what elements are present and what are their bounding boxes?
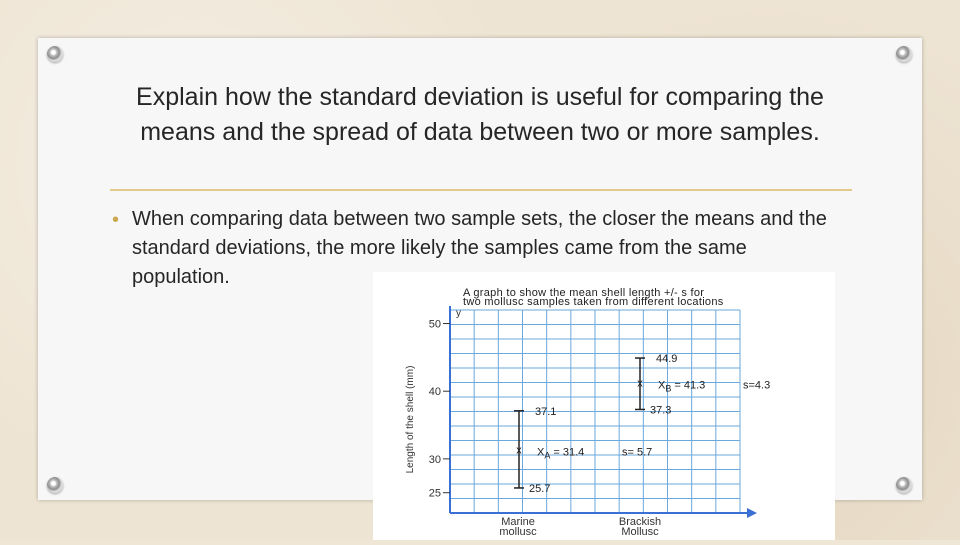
sd-label: s= 5.7	[622, 446, 653, 459]
pin-top-left-icon	[47, 46, 63, 62]
slide-title: Explain how the standard deviation is useful for comparing the means and the spread of data between two or more samples.	[136, 83, 824, 146]
chart-image	[373, 272, 835, 540]
y-axis-label: Length of the shell (mm)	[405, 365, 416, 474]
y-tick-label: 50	[428, 318, 441, 331]
lower-value-label: 37.3	[650, 404, 672, 417]
y-axis-letter: y	[456, 308, 461, 319]
mean-point: x	[516, 444, 522, 457]
y-tick-label: 40	[428, 386, 441, 399]
chart-title-line1: A graph to show the mean shell length +/- s for	[463, 287, 705, 299]
mean-label: $X_A = 31.4$	[537, 446, 585, 461]
x-tick-label-line1: Marine	[501, 516, 535, 528]
x-tick-label-line2: Mollusc	[621, 526, 659, 538]
title-divider	[110, 189, 852, 191]
upper-value-label: 37.1	[535, 405, 557, 418]
y-tick-label: 25	[428, 487, 441, 500]
upper-value-label: 44.9	[656, 353, 678, 366]
mean-label: $X_B = 41.3$	[658, 379, 706, 394]
pin-bottom-right-icon	[896, 477, 912, 493]
lower-value-label: 25.7	[529, 482, 551, 495]
x-tick-label-line2: mollusc	[499, 526, 537, 538]
sd-label: s=4.3	[743, 379, 771, 392]
chart-title-line2: two mollusc samples taken from different locations	[463, 296, 724, 308]
bullet-text: When comparing data between two sample sets, the closer the means and the standard deviations, the more likely the samples came from the same population.	[132, 208, 827, 288]
x-axis-arrow-icon	[747, 508, 757, 518]
pin-top-right-icon	[896, 46, 912, 62]
chart-svg	[373, 272, 835, 540]
x-tick-label-line1: Brackish	[618, 516, 662, 528]
bullet-dot-icon: •	[112, 209, 120, 231]
pin-bottom-left-icon	[47, 477, 63, 493]
mean-point: x	[637, 377, 643, 390]
y-tick-label: 30	[428, 453, 441, 466]
